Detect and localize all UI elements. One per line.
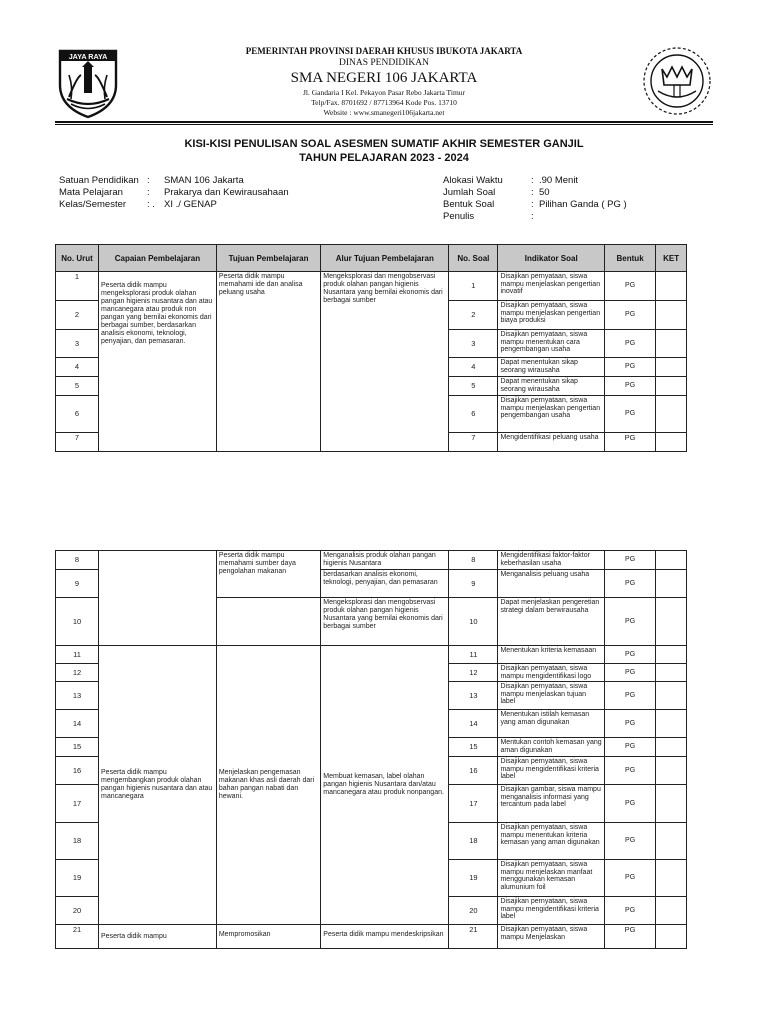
info-label: Alokasi Waktu [443,175,503,186]
info-value: Prakarya dan Kewirausahaan [164,187,289,198]
cell-no-urut: 10 [56,598,99,646]
cell-cp: Peserta didik mampu [99,925,217,949]
dept-name: DINAS PENDIDIKAN [339,58,429,68]
info-value: .90 Menit [539,175,579,186]
info-colon: : . [147,199,155,210]
cell-indikator: Disajikan gambar, siswa mampu menganalisis informasi yang tercantum pada label [498,785,605,823]
cell-tp: Peserta didik mampu memahami sumber daya pengolahan makanan [216,551,320,598]
table-row [56,646,687,664]
cell-no-urut: 8 [56,551,99,570]
cell-no-urut: 19 [56,860,99,897]
cell-no-urut: 6 [56,396,99,433]
cell-bentuk: PG [605,710,656,738]
info-value: Pilihan Ganda ( PG ) [539,199,627,210]
info-colon: : [147,187,150,198]
cell-ket [656,710,687,738]
info-label: Jumlah Soal [443,187,496,198]
col-header-tp: Tujuan Pembelajaran [216,245,320,272]
table-row [56,272,687,301]
cell-bentuk: PG [605,377,656,396]
cell-no-soal: 3 [449,330,498,358]
col-header-indikator: Indikator Soal [498,245,605,272]
cell-atp: Mengeksplorasi dan mengobservasi produk olahan pangan higienis Nusantara yang bernilai ekonomis dari berbagai sumber [321,598,449,646]
cell-no-soal: 16 [449,757,498,785]
info-row [59,175,289,187]
col-header-no-soal: No. Soal [449,245,498,272]
cell-tp: Peserta didik mampu memahami ide dan analisa peluang usaha [216,272,320,452]
cell-no-soal: 9 [449,570,498,598]
cell-ket [656,646,687,664]
cell-bentuk: PG [605,272,656,301]
cell-bentuk: PG [605,358,656,377]
letterhead-rule-thick [55,121,713,123]
info-row [443,175,627,187]
cell-no-urut: 18 [56,823,99,860]
cell-no-soal: 5 [449,377,498,396]
col-header-ket: KET [656,245,687,272]
cell-no-urut: 9 [56,570,99,598]
letterhead [0,40,768,126]
school-address: Jl. Gandaria I Kel. Pekayon Pasar Rebo Jakarta Timur [302,88,466,97]
cell-indikator: Menentukan kriteria kemasaan [498,646,605,664]
cell-indikator: Dapat menentukan sikap seorang wirausaha [498,358,605,377]
info-label: Penulis [443,211,475,222]
cell-no-urut: 12 [56,664,99,682]
cell-indikator: Disajikan pernyataan, siswa mampu mengidentifikasi logo [498,664,605,682]
cell-ket [656,785,687,823]
info-row [59,199,289,211]
cell-ket [656,377,687,396]
kisi-table-1 [55,244,687,452]
cell-bentuk: PG [605,823,656,860]
cell-no-soal: 10 [449,598,498,646]
cell-ket [656,570,687,598]
cell-indikator: Disajikan pernyataan, siswa mampu menentukan kriteria kemasan yang aman digunakan [498,823,605,860]
cell-no-soal: 4 [449,358,498,377]
cell-no-soal: 7 [449,433,498,452]
cell-ket [656,823,687,860]
school-emblem-icon [640,43,714,119]
cell-ket [656,358,687,377]
cell-no-urut: 1 [56,272,99,301]
info-colon: : [531,187,534,198]
col-header-cp: Capaian Pembelajaran [99,245,217,272]
info-colon: : [531,175,534,186]
cell-indikator: Disajikan pernyataan, siswa mampu menjelaskan manfaat menggunakan kemasan alumunium foil [498,860,605,897]
cell-ket [656,682,687,710]
cell-no-urut: 3 [56,330,99,358]
cell-bentuk: PG [605,860,656,897]
col-header-bentuk: Bentuk [605,245,656,272]
cell-no-soal: 12 [449,664,498,682]
table-row [56,551,687,570]
cell-indikator: Mengidentifikasi faktor-faktor keberhasilan usaha [498,551,605,570]
cell-atp: Menganalisis produk olahan pangan higienis Nusantara [321,551,449,570]
info-row [443,199,627,211]
cell-ket [656,301,687,330]
info-row [443,211,627,223]
cell-bentuk: PG [605,897,656,925]
cell-bentuk: PG [605,757,656,785]
cell-no-soal: 15 [449,738,498,757]
cell-no-soal: 19 [449,860,498,897]
info-row [443,187,627,199]
cell-atp: berdasarkan analisis ekonomi, teknologi, penyajian, dan pemasaran [321,570,449,598]
cell-no-soal: 11 [449,646,498,664]
cell-indikator: Disajikan pernyataan, siswa mampu mengidentifikasi kriteria label [498,897,605,925]
info-label: Satuan Pendidikan [59,175,139,186]
cell-ket [656,897,687,925]
cell-ket [656,551,687,570]
cell-indikator: Dapat menjelaskan pengeretian strategi dalam berwirausaha [498,598,605,646]
cell-atp: Peserta didik mampu mendeskripsikan [321,925,449,949]
cell-no-soal: 6 [449,396,498,433]
table-header-row [56,245,687,272]
document-title-line1: KISI-KISI PENULISAN SOAL ASESMEN SUMATIF AKHIR SEMESTER GANJIL [184,138,584,150]
info-value: 50 [539,187,550,198]
document-title [0,137,768,165]
cell-no-soal: 1 [449,272,498,301]
cell-indikator: Disajikan pernyataan, siswa mampu menjelaskan pengertian pengembangan usaha [498,396,605,433]
cell-no-urut: 17 [56,785,99,823]
gov-name: PEMERINTAH PROVINSI DAERAH KHUSUS IBUKOTA JAKARTA [245,46,523,56]
cell-no-soal: 8 [449,551,498,570]
table-row [56,925,687,949]
cell-tp [216,598,320,646]
jakarta-crest-icon [57,47,119,119]
cell-indikator: Dapat menentukan sikap seorang wirausaha [498,377,605,396]
cell-tp: Mempromosikan [216,925,320,949]
cell-no-soal: 17 [449,785,498,823]
cell-bentuk: PG [605,785,656,823]
cell-no-urut: 21 [56,925,99,949]
cell-indikator: Menganalisis peluang usaha [498,570,605,598]
cell-tp: Menjelaskan pengemasan makanan khas asli daerah dari bahan pangan nabati dan hewani. [216,646,320,925]
cell-no-urut: 7 [56,433,99,452]
document-title-line2: TAHUN PELAJARAN 2023 - 2024 [299,152,469,164]
cell-ket [656,433,687,452]
cell-ket [656,757,687,785]
cell-no-soal: 20 [449,897,498,925]
cell-no-urut: 4 [56,358,99,377]
cell-bentuk: PG [605,664,656,682]
cell-indikator: Disajikan pernyataan, siswa mampu menjelaskan pengertian inovatif [498,272,605,301]
cell-bentuk: PG [605,396,656,433]
cell-cp [99,551,217,646]
info-colon: : [531,199,534,210]
cell-ket [656,272,687,301]
cell-indikator: Disajikan pernyataan, siswa mampu mengidentifikasi kriteria label [498,757,605,785]
cell-no-urut: 14 [56,710,99,738]
cell-ket [656,396,687,433]
cell-no-urut: 15 [56,738,99,757]
cell-ket [656,860,687,897]
info-label: Kelas/Semester [59,199,127,210]
cell-bentuk: PG [605,301,656,330]
cell-ket [656,598,687,646]
info-colon: : [531,211,534,222]
cell-indikator: Mentukan contoh kemasan yang aman digunakan [498,738,605,757]
info-left [59,175,289,211]
cell-bentuk: PG [605,330,656,358]
cell-bentuk: PG [605,598,656,646]
cell-bentuk: PG [605,646,656,664]
cell-ket [656,738,687,757]
kisi-table-2 [55,550,687,949]
letterhead-rule-thin [55,124,713,125]
cell-indikator: Disajikan pernyataan, siswa mampu menjelaskan tujuan label [498,682,605,710]
info-value: XI ./ GENAP [164,199,217,210]
col-header-no-urut: No. Urut [56,245,99,272]
cell-no-urut: 16 [56,757,99,785]
info-right [443,175,627,223]
cell-no-soal: 21 [449,925,498,949]
cell-bentuk: PG [605,738,656,757]
col-header-atp: Alur Tujuan Pembelajaran [321,245,449,272]
school-website: Website : www.smanegeri106jakarta.net [323,108,445,117]
cell-no-urut: 2 [56,301,99,330]
info-row [59,187,289,199]
cell-cp: Peserta didik mampu mengeksplorasi produk olahan pangan higienis nusantara dan atau mancanegara atau produk non pangan yang bernilai ekonomis dari berbagai sumber, berdasarkan analisis ekonomi, teknologi, penyajian, dan pemasaran. [99,272,217,452]
cell-bentuk: PG [605,551,656,570]
crest-motto: JAYA RAYA [68,52,108,61]
info-label: Mata Pelajaran [59,187,123,198]
cell-bentuk: PG [605,570,656,598]
cell-indikator: Disajikan pernyataan, siswa mampu Menjelaskan [498,925,605,949]
school-phone: Telp/Fax. 8701692 / 87713964 Kode Pos. 13710 [311,98,457,107]
cell-bentuk: PG [605,433,656,452]
cell-ket [656,330,687,358]
cell-no-urut: 11 [56,646,99,664]
school-name: SMA NEGERI 106 JAKARTA [290,70,478,86]
cell-ket [656,925,687,949]
cell-indikator: Menentukan istilah kemasan yang aman digunakan [498,710,605,738]
cell-no-soal: 18 [449,823,498,860]
cell-atp: Membuat kemasan, label olahan pangan higienis Nusantara dan/atau mancanegara atau produk nonpangan. [321,646,449,925]
cell-bentuk: PG [605,925,656,949]
cell-no-urut: 13 [56,682,99,710]
cell-bentuk: PG [605,682,656,710]
cell-no-soal: 2 [449,301,498,330]
info-label: Bentuk Soal [443,199,495,210]
cell-no-urut: 20 [56,897,99,925]
cell-ket [656,664,687,682]
cell-indikator: Disajikan pernyataan, siswa mampu menentukan cara pengembangan usaha [498,330,605,358]
info-value: SMAN 106 Jakarta [164,175,244,186]
cell-atp: Mengeksplorasi dan mengobservasi produk olahan pangan higienis Nusantara yang bernilai ekonomis dari berbagai sumber [321,272,449,452]
cell-no-soal: 13 [449,682,498,710]
cell-no-urut: 5 [56,377,99,396]
cell-cp: Peserta didik mampu mengembangkan produk olahan pangan higienis nusantara dan atau mancanegara [99,646,217,925]
cell-indikator: Mengidentifikasi peluang usaha [498,433,605,452]
cell-no-soal: 14 [449,710,498,738]
cell-indikator: Disajikan pernyataan, siswa mampu menjelaskan pengertian biaya produksi [498,301,605,330]
info-colon: : [147,175,150,186]
